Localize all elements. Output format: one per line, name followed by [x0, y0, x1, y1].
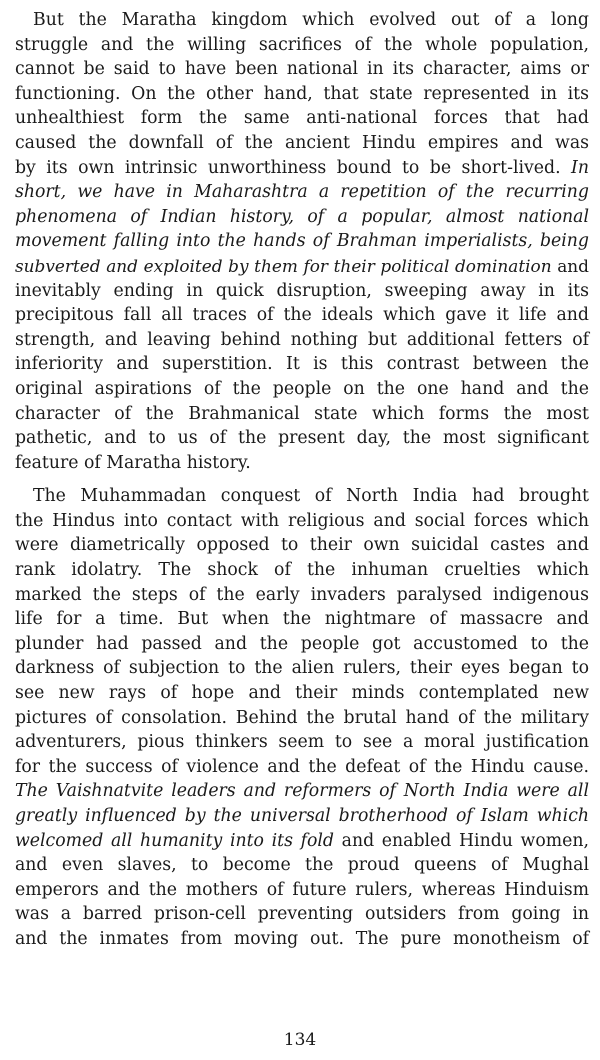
line-text: and the inmates from moving out. The pure monotheism of [15, 928, 589, 949]
text-line [15, 853, 589, 878]
line-text: for the success of violence and the defeat of the Hindu cause. [15, 756, 589, 777]
italic-emphasis: movement falling into the hands of Brahman imperialists, being [15, 231, 589, 252]
text-line [15, 730, 589, 755]
document-page [15, 8, 589, 952]
text-line [15, 632, 589, 657]
line-text: life for a time. But when the nightmare of massacre and [15, 609, 589, 630]
text-line [15, 656, 589, 681]
line-text: inferiority and superstition. It is this contrast between the [15, 354, 589, 375]
text-line [15, 533, 589, 558]
line-text: pictures of consolation. Behind the brutal hand of the military [15, 707, 589, 728]
text-line [15, 484, 589, 509]
text-line [15, 829, 589, 854]
line-text: original aspirations of the people on the one hand and the [15, 378, 589, 399]
text-line [15, 205, 589, 230]
italic-emphasis: phenomena of Indian history, of a popular, almost national [15, 206, 589, 227]
line-text: adventurers, pious thinkers seem to see a moral justification [15, 732, 589, 753]
line-text: plunder had passed and the people got accustomed to the [15, 633, 589, 654]
line-text: functioning. On the other hand, that state represented in its [15, 83, 589, 104]
line-text: struggle and the willing sacrifices of the whole population, [15, 34, 589, 55]
text-line [15, 131, 589, 156]
text-line [15, 156, 589, 181]
text-line [15, 426, 589, 451]
text-line [15, 878, 589, 903]
line-text: caused the downfall of the ancient Hindu empires and was [15, 132, 589, 153]
paragraph-maratha-kingdom [15, 8, 589, 475]
text-line [15, 82, 589, 107]
text-line [15, 328, 589, 353]
text-line [15, 8, 589, 33]
line-text: character of the Brahmanical state which forms the most [15, 403, 589, 424]
text-line [15, 180, 589, 205]
line-text: was a barred prison-cell preventing outsiders from going in [15, 904, 589, 925]
text-line [15, 57, 589, 82]
text-line [15, 451, 589, 476]
italic-emphasis: greatly influenced by the universal brotherhood of Islam which [15, 806, 589, 826]
italic-emphasis: The Vaishnatvite leaders and reformers of North India were all [15, 781, 589, 802]
text-line [15, 583, 589, 608]
text-line [15, 229, 589, 254]
text-line [15, 607, 589, 632]
text-line [15, 352, 589, 377]
line-text: feature of Maratha history. [15, 452, 251, 473]
line-text: unhealthiest form the same anti-national forces that had [15, 108, 589, 129]
text-line [15, 927, 589, 952]
line-text: rank idolatry. The shock of the inhuman cruelties which [15, 560, 589, 581]
text-line [15, 706, 589, 731]
text-line [15, 33, 589, 58]
text-line [15, 402, 589, 427]
line-text: But the Maratha kingdom which evolved out of a long [33, 10, 589, 30]
italic-emphasis: In [571, 157, 589, 178]
page-number: 134 [283, 1030, 317, 1050]
line-text: and enabled Hindu women, [333, 830, 589, 851]
line-text: by its own intrinsic unworthiness bound to be short-lived. [15, 157, 572, 178]
text-line [15, 804, 589, 829]
line-text: The Muhammadan conquest of North India had brought [33, 486, 589, 507]
line-text: see new rays of hope and their minds contemplated new [15, 683, 589, 704]
line-text: cannot be said to have been national in its character, aims or [15, 59, 589, 80]
line-text: and [551, 255, 589, 276]
text-line [15, 509, 589, 534]
line-text: emperors and the mothers of future rulers, whereas Hinduism [15, 879, 589, 900]
line-text: strength, and leaving behind nothing but additional fetters of [15, 329, 589, 350]
text-line [15, 558, 589, 583]
text-line [15, 755, 589, 780]
line-text: pathetic, and to us of the present day, the most significant [15, 428, 589, 449]
text-line [15, 303, 589, 328]
text-line [15, 106, 589, 131]
line-text: darkness of subjection to the alien rulers, their eyes began to [15, 658, 589, 679]
line-text: inevitably ending in quick disruption, sweeping away in its [15, 280, 589, 301]
italic-emphasis: subverted and exploited by them for their political domination [15, 255, 552, 276]
paragraph-muhammadan-conquest [15, 484, 589, 951]
text-line [15, 254, 589, 279]
text-line [15, 681, 589, 706]
italic-emphasis: short, we have in Maharashtra a repetition of the recurring [15, 182, 589, 203]
italic-emphasis: welcomed all humanity into its fold [15, 830, 334, 851]
line-text: precipitous fall all traces of the ideals which gave it life and [15, 305, 589, 326]
line-text: were diametrically opposed to their own suicidal castes and [15, 535, 589, 556]
text-line [15, 377, 589, 402]
line-text: the Hindus into contact with religious and social forces which [15, 510, 589, 531]
text-line [15, 279, 589, 304]
line-text: and even slaves, to become the proud queens of Mughal [15, 855, 589, 876]
text-line [15, 902, 589, 927]
text-line [15, 779, 589, 804]
line-text: marked the steps of the early invaders paralysed indigenous [15, 584, 589, 605]
